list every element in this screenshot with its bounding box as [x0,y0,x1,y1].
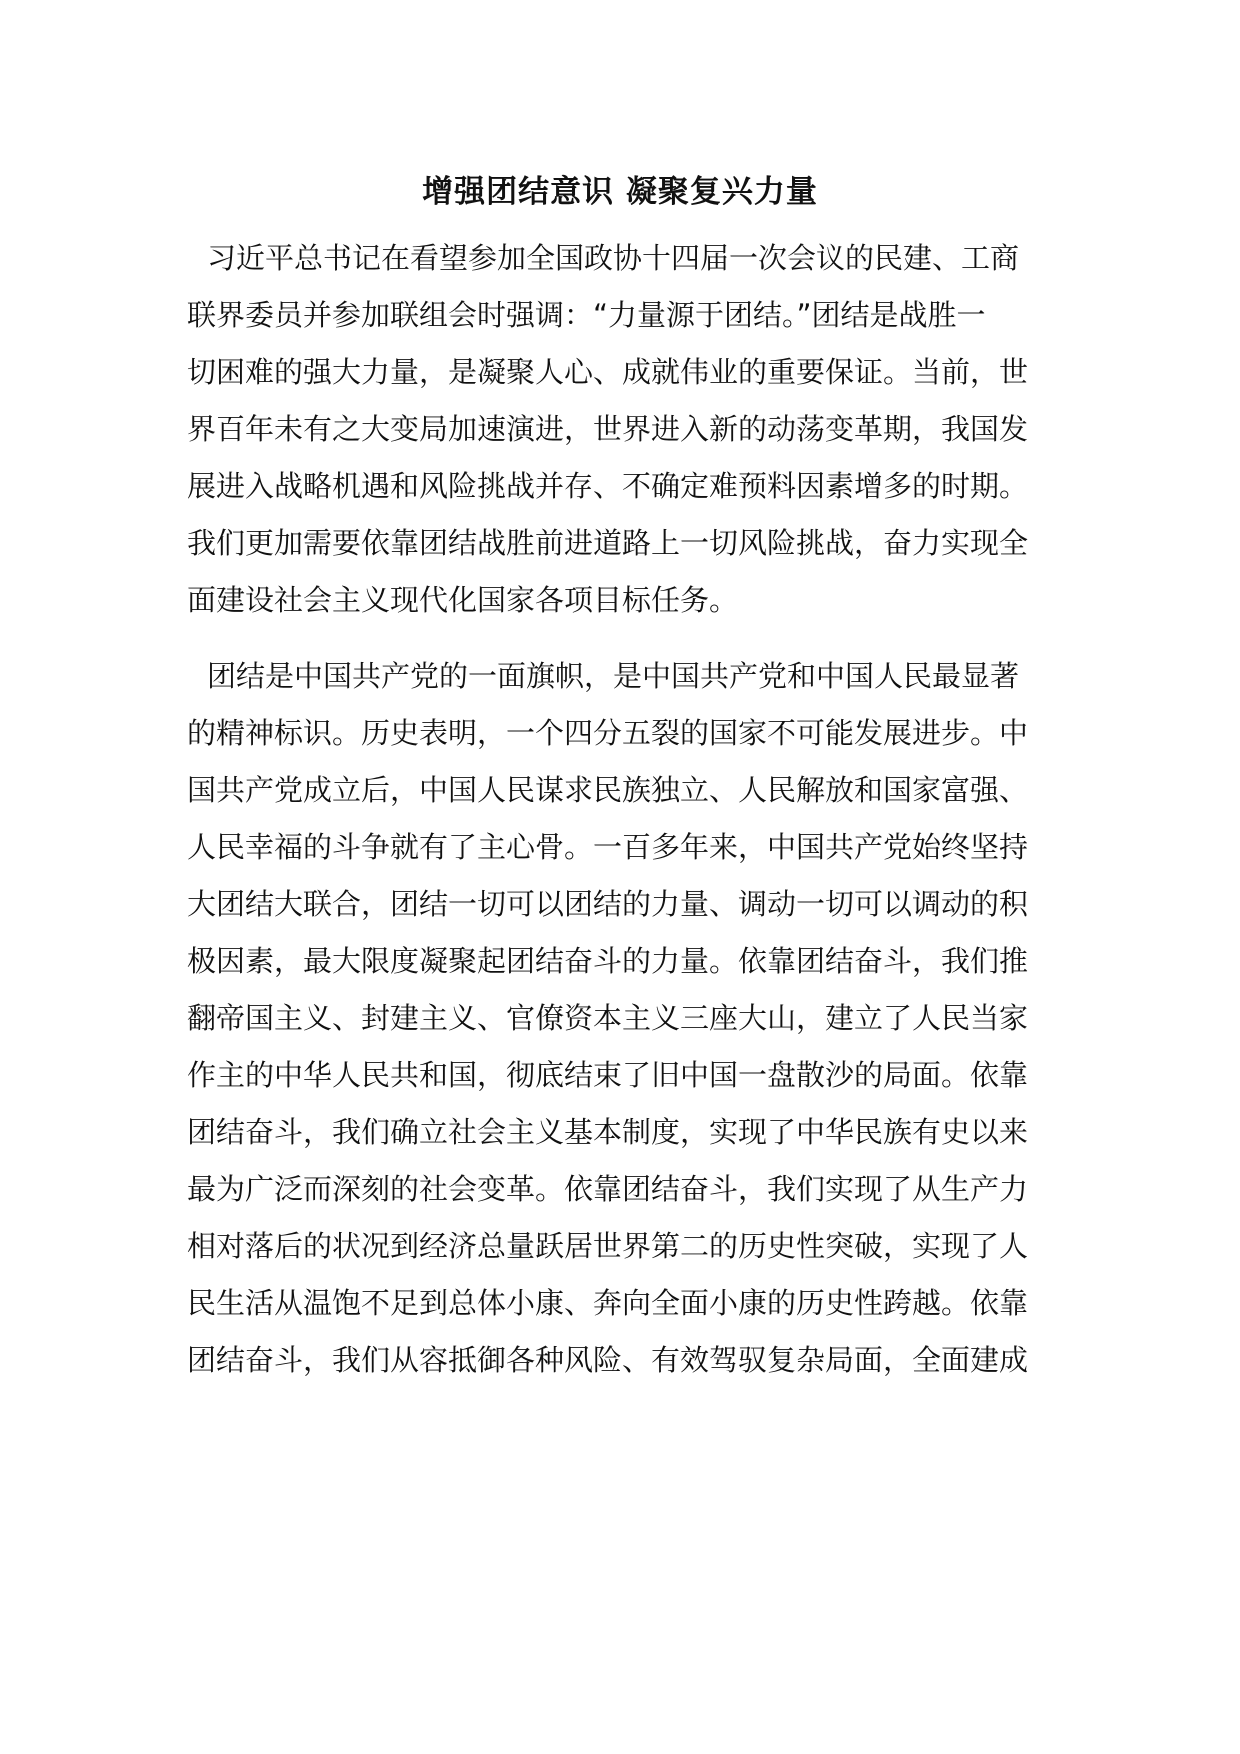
paragraph-2-line-1: 团结是中国共产党的一面旗帜，是中国共产党和中国人民最显著 [207,659,1020,693]
paragraph-2-line-10: 最为广泛而深刻的社会变革。依靠团结奋斗，我们实现了从生产力 [187,1172,1029,1206]
paragraph-2-line-9: 团结奋斗，我们确立社会主义基本制度，实现了中华民族有史以来 [187,1115,1029,1149]
paragraph-1-line-1: 习近平总书记在看望参加全国政协十四届一次会议的民建、工商 [207,241,1020,275]
paragraph-2-line-3: 国共产党成立后，中国人民谋求民族独立、人民解放和国家富强、 [187,773,1029,807]
paragraph-2-line-11: 相对落后的状况到经济总量跃居世界第二的历史性突破，实现了人 [187,1229,1029,1263]
document-title: 增强团结意识 凝聚复兴力量 [422,174,818,210]
paragraph-2-line-5: 大团结大联合，团结一切可以团结的力量、调动一切可以调动的积 [187,887,1029,921]
paragraph-2-line-2: 的精神标识。历史表明，一个四分五裂的国家不可能发展进步。中 [187,716,1029,750]
paragraph-1-line-6: 我们更加需要依靠团结战胜前进道路上一切风险挑战，奋力实现全 [187,526,1029,560]
paragraph-2-line-13: 团结奋斗，我们从容抵御各种风险、有效驾驭复杂局面，全面建成 [187,1343,1029,1377]
paragraph-2-line-12: 民生活从温饱不足到总体小康、奔向全面小康的历史性跨越。依靠 [187,1286,1029,1320]
paragraph-2-line-8: 作主的中华人民共和国，彻底结束了旧中国一盘散沙的局面。依靠 [187,1058,1029,1092]
paragraph-2-line-6: 极因素，最大限度凝聚起团结奋斗的力量。依靠团结奋斗，我们推 [187,944,1029,978]
paragraph-1-line-5: 展进入战略机遇和风险挑战并存、不确定难预料因素增多的时期。 [187,469,1029,503]
paragraph-2-line-4: 人民幸福的斗争就有了主心骨。一百多年来，中国共产党始终坚持 [187,830,1029,864]
paragraph-2-line-7: 翻帝国主义、封建主义、官僚资本主义三座大山，建立了人民当家 [187,1001,1029,1035]
paragraph-1-line-7: 面建设社会主义现代化国家各项目标任务。 [187,583,739,617]
paragraph-1-line-2: 联界委员并参加联组会时强调：“力量源于团结。”团结是战胜一 [187,298,986,332]
paragraph-1-line-4: 界百年未有之大变局加速演进，世界进入新的动荡变革期，我国发 [187,412,1029,446]
paragraph-1-line-3: 切困难的强大力量，是凝聚人心、成就伟业的重要保证。当前，世 [187,355,1029,389]
